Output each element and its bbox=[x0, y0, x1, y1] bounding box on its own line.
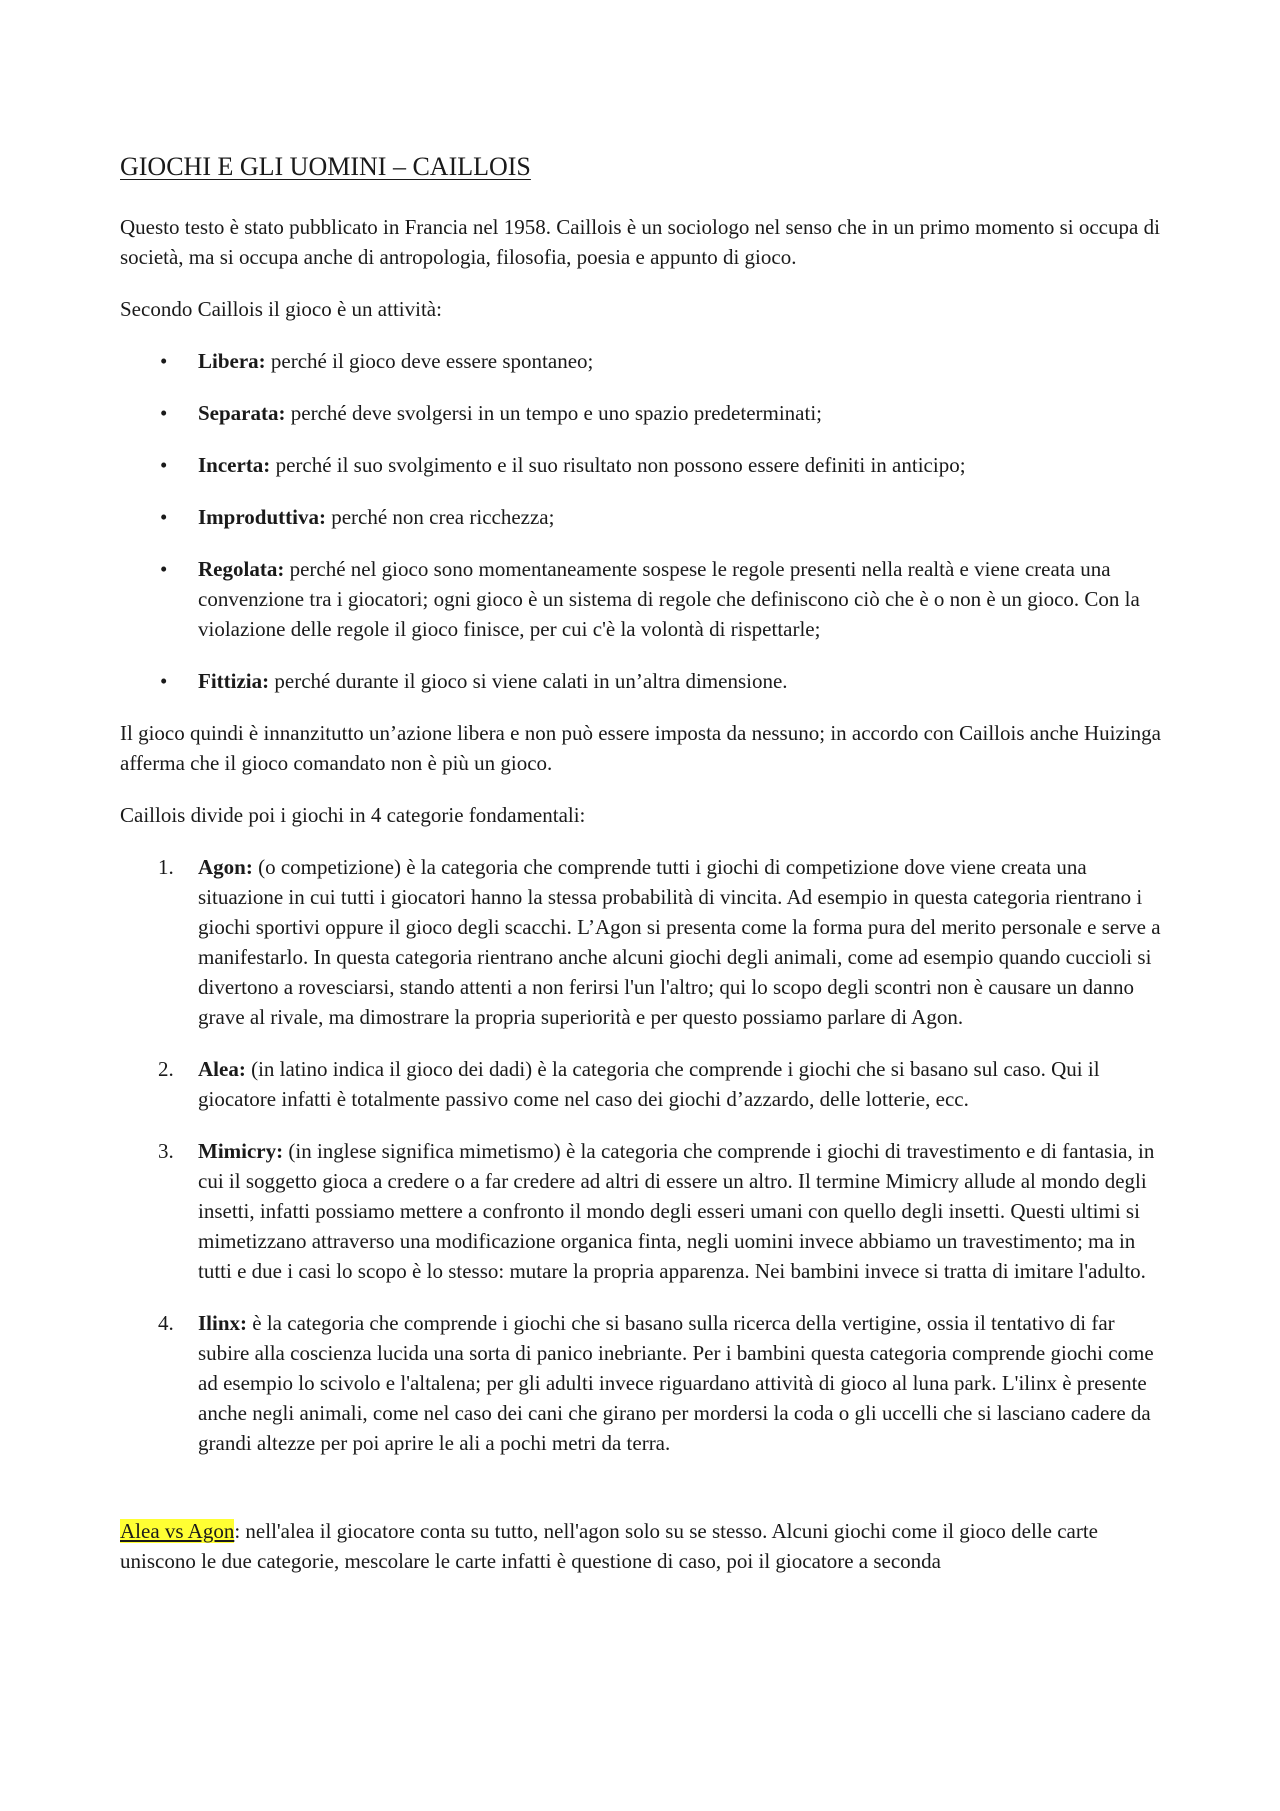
property-term: Incerta: bbox=[198, 453, 271, 477]
closing-paragraph bbox=[120, 1516, 1170, 1576]
property-text: perché nel gioco sono momentaneamente sospese le regole presenti nella realtà e viene creata una convenzione tra i giocatori; ogni gioco è un sistema di regole che definiscono ciò che è o non è un gioco. Con la violazione delle regole il gioco finisce, per cui c'è la volontà di rispettarle; bbox=[198, 557, 1140, 641]
lead-paragraph: Secondo Caillois il gioco è un attività: bbox=[120, 297, 442, 321]
property-term: Libera: bbox=[198, 349, 266, 373]
property-term: Fittizia: bbox=[198, 669, 270, 693]
list-item bbox=[120, 1136, 1170, 1286]
properties-list bbox=[120, 346, 1170, 696]
category-text: (o competizione) è la categoria che comprende tutti i giochi di competizione dove viene creata una situazione in cui tutti i giocatori hanno la stessa probabilità di vincita. Ad esempio in questa categoria rientrano i giochi sportivi oppure il gioco degli scacchi. L’Agon si presenta come la forma pura del merito personale e serve a manifestarlo. In questa categoria rientrano anche alcuni giochi degli animali, come ad esempio quando cuccioli si divertono a rovesciarsi, stando attenti a non ferirsi l'un l'altro; qui lo scopo degli scontri non è causare un danno grave al rivale, ma dimostrare la propria superiorità e per questo possiamo parlare di Agon. bbox=[198, 855, 1161, 1029]
page-title: GIOCHI E GLI UOMINI – CAILLOIS bbox=[120, 152, 531, 181]
list-item bbox=[120, 450, 1170, 480]
property-term: Separata: bbox=[198, 401, 286, 425]
list-item bbox=[120, 1308, 1170, 1458]
paragraph-huizinga: Il gioco quindi è innanzitutto un’azione libera e non può essere imposta da nessuno; in accordo con Caillois anche Huizinga afferma che il gioco comandato non è più un gioco. bbox=[120, 721, 1161, 775]
list-item bbox=[120, 502, 1170, 532]
bullet-icon: • bbox=[160, 401, 168, 425]
highlighted-term: Alea vs Agon bbox=[120, 1519, 235, 1543]
category-text: (in latino indica il gioco dei dadi) è la categoria che comprende i giochi che si basano sul caso. Qui il giocatore infatti è totalmente passivo come nel caso dei giochi d’azzardo, delle lotterie, ecc. bbox=[198, 1057, 1100, 1111]
list-item bbox=[120, 398, 1170, 428]
property-text: perché il gioco deve essere spontaneo; bbox=[265, 349, 594, 373]
category-term: Ilinx: bbox=[198, 1311, 248, 1335]
category-text: (in inglese significa mimetismo) è la categoria che comprende i giochi di travestimento e di fantasia, in cui il soggetto gioca a credere o a far credere ad altri di essere un altro. Il termine Mimicry allude al mondo degli insetti, infatti possiamo mettere a confronto il mondo degli esseri umani con quello degli insetti. Questi ultimi si mimetizzano attraverso una modificazione organica finta, negli uomini invece abbiamo un travestimento; ma in tutti e due i casi lo scopo è lo stesso: mutare la propria apparenza. Nei bambini invece si tratta di imitare l'adulto. bbox=[198, 1139, 1155, 1283]
property-text: perché il suo svolgimento e il suo risultato non possono essere definiti in anticipo; bbox=[270, 453, 966, 477]
spacer bbox=[120, 1480, 1170, 1516]
property-text: perché deve svolgersi in un tempo e uno spazio predeterminati; bbox=[285, 401, 822, 425]
list-item bbox=[120, 1054, 1170, 1114]
bullet-icon: • bbox=[160, 669, 168, 693]
bullet-icon: • bbox=[160, 349, 168, 373]
intro-paragraph: Questo testo è stato pubblicato in Francia nel 1958. Caillois è un sociologo nel senso che in un primo momento si occupa di società, ma si occupa anche di antropologia, filosofia, poesia e appunto di gioco. bbox=[120, 215, 1160, 269]
categories-list bbox=[120, 852, 1170, 1458]
bullet-icon: • bbox=[160, 453, 168, 477]
closing-text: : nell'alea il giocatore conta su tutto, nell'agon solo su se stesso. Alcuni giochi come il gioco delle carte uniscono le due categorie, mescolare le carte infatti è questione di caso, poi il giocatore a seconda bbox=[120, 1519, 1099, 1573]
property-text: perché non crea ricchezza; bbox=[325, 505, 555, 529]
property-term: Improduttiva: bbox=[198, 505, 326, 529]
document-page bbox=[120, 150, 1170, 1598]
property-term: Regolata: bbox=[198, 557, 285, 581]
list-number: 1. bbox=[158, 855, 174, 879]
property-text: perché durante il gioco si viene calati in un’altra dimensione. bbox=[269, 669, 788, 693]
list-number: 3. bbox=[158, 1139, 174, 1163]
list-item bbox=[120, 554, 1170, 644]
list-item bbox=[120, 666, 1170, 696]
bullet-icon: • bbox=[160, 505, 168, 529]
list-number: 2. bbox=[158, 1057, 174, 1081]
category-term: Alea: bbox=[198, 1057, 246, 1081]
category-term: Mimicry: bbox=[198, 1139, 284, 1163]
category-term: Agon: bbox=[198, 855, 253, 879]
bullet-icon: • bbox=[160, 557, 168, 581]
list-item bbox=[120, 852, 1170, 1032]
list-number: 4. bbox=[158, 1311, 174, 1335]
list-item bbox=[120, 346, 1170, 376]
category-text: è la categoria che comprende i giochi che si basano sulla ricerca della vertigine, ossia il tentativo di far subire alla coscienza lucida una sorta di panico inebriante. Per i bambini questa categoria comprende giochi come ad esempio lo scivolo e l'altalena; per gli adulti invece riguardano attività di gioco al luna park. L'ilinx è presente anche negli animali, come nel caso dei cani che girano per mordersi la coda o gli uccelli che si lasciano cadere da grandi altezze per poi aprire le ali a pochi metri da terra. bbox=[198, 1311, 1154, 1455]
paragraph-categories-intro: Caillois divide poi i giochi in 4 categorie fondamentali: bbox=[120, 803, 586, 827]
